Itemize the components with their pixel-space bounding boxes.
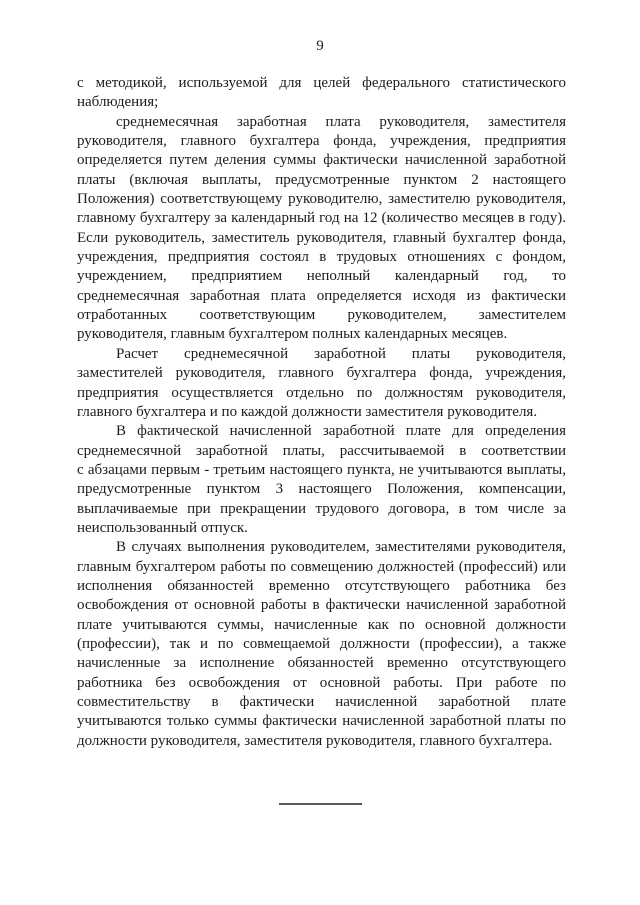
document-body <box>77 74 566 751</box>
paragraph: В фактической начисленной заработной плате для определения среднемесячной заработной платы, рассчитываемой в соответствии с абзацами первым - третьим настоящего пункта, не учитываются выплаты, предусмотренные пунктом 3 настоящего Положения, компенсации, выплачиваемые при прекращении трудового договора, в том числе за неиспользованный отпуск. <box>77 423 566 536</box>
section-divider <box>279 803 362 805</box>
page-number: 9 <box>316 38 324 54</box>
paragraph-continuation: с методикой, используемой для целей федерального статистического наблюдения; <box>77 75 566 111</box>
paragraph: Расчет среднемесячной заработной платы руководителя, заместителей руководителя, главного бухгалтера фонда, учреждения, предприятия осуществляется отдельно по должностям руководителя, главного бухгалтера и по каждой должности заместителя руководителя. <box>77 345 566 420</box>
paragraph: В случаях выполнения руководителем, заместителями руководителя, главным бухгалтером работы по совмещению должностей (профессий) или исполнения обязанностей временно отсутствующего работника без освобождения от основной работы в фактически начисленной заработной плате учитываются суммы, начисленные как по основной должности (профессии), так и по совмещаемой должности (профессии), а также начисленные за исполнение обязанностей временно отсутствующего работника без освобождения от основной работы. При работе по совместительству в фактически начисленной заработной плате учитываются только суммы фактически начисленной заработной платы по должности руководителя, заместителя руководителя, главного бухгалтера. <box>77 539 566 749</box>
paragraph: среднемесячная заработная плата руководителя, заместителя руководителя, главного бухгалтера фонда, учреждения, предприятия определяется путем деления суммы фактически начисленной заработной платы (включая выплаты, предусмотренные пунктом 2 настоящего Положения) соответствующему руководителю, заместителю руководителя, главному бухгалтеру за календарный год на 12 (количество месяцев в году). Если руководитель, заместитель руководителя, главный бухгалтер фонда, учреждения, предприятия состоял в трудовых отношениях с фондом, учреждением, предприятием неполный календарный год, то среднемесячная заработная плата определяется исходя из фактически отработанных соответствующим руководителем, заместителем руководителя, главным бухгалтером полных календарных месяцев. <box>77 113 566 343</box>
